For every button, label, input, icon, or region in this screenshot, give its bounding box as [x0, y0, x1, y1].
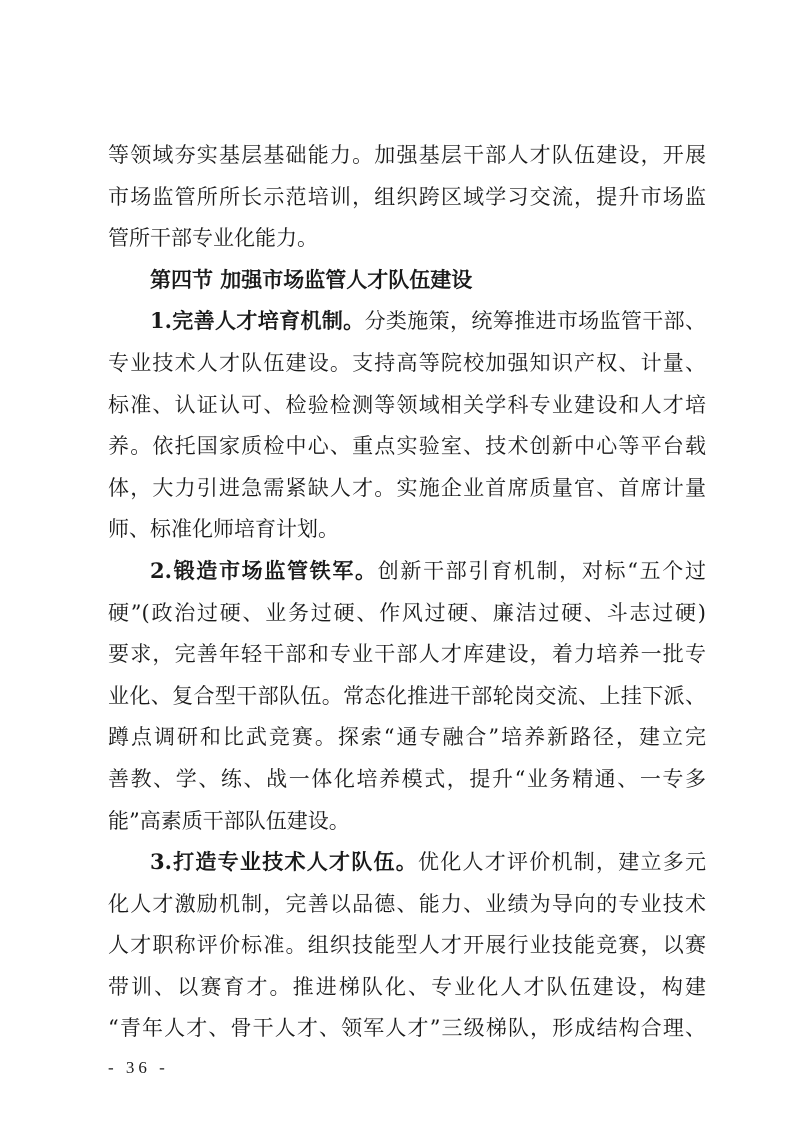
text-line: 人才职称评价标准。组织技能型人才开展行业技能竞赛，以赛	[108, 933, 706, 958]
text-line: 体，大力引进急需紧缺人才。实施企业首席质量官、首席计量	[108, 475, 706, 500]
text-line: 养。依托国家质检中心、重点实验室、技术创新中心等平台载	[108, 434, 706, 459]
paragraph-lead-line: 3.打造专业技术人才队伍。优化人才评价机制，建立多元	[150, 849, 707, 875]
text-line: 蹲点调研和比武竞赛。探索“通专融合”培养新路径，建立完	[108, 725, 706, 750]
page-number: - 36 -	[108, 1058, 169, 1077]
text-line: 能”高素质干部队伍建设。	[108, 808, 350, 833]
paragraph-lead-line: 2.锻造市场监管铁军。创新干部引育机制，对标“五个过	[150, 557, 706, 583]
text-line: 硬”(政治过硬、业务过硬、作风过硬、廉洁过硬、斗志过硬)	[108, 600, 706, 625]
text-line: 师、标准化师培育计划。	[108, 517, 339, 542]
paragraph-lead-line: 1.完善人才培育机制。分类施策，统筹推进市场监管干部、	[150, 308, 706, 334]
text-line: 带训、以赛育才。推进梯队化、专业化人才队伍建设，构建	[108, 974, 706, 999]
text-line: 专业技术人才队伍建设。支持高等院校加强知识产权、计量、	[108, 350, 706, 375]
text-line: “青年人才、骨干人才、领军人才”三级梯队，形成结构合理、	[108, 1016, 706, 1041]
text-line: 化人才激励机制，完善以品德、能力、业绩为导向的专业技术	[108, 891, 706, 916]
text-line: 市场监管所所长示范培训，组织跨区域学习交流，提升市场监	[108, 184, 706, 209]
text-line: 等领域夯实基层基础能力。加强基层干部人才队伍建设，开展	[108, 143, 706, 167]
text-line: 善教、学、练、战一体化培养模式，提升“业务精通、一专多	[108, 766, 706, 791]
text-line: 业化、复合型干部队伍。常态化推进干部轮岗交流、上挂下派、	[108, 683, 706, 708]
section-heading: 第四节 加强市场监管人才队伍建设	[150, 266, 473, 292]
text-line: 要求，完善年轻干部和专业干部人才库建设，着力培养一批专	[108, 642, 706, 667]
text-line: 标准、认证认可、检验检测等领域相关学科专业建设和人才培	[108, 392, 706, 417]
text-line: 管所干部专业化能力。	[108, 226, 318, 251]
document-body	[108, 134, 706, 1049]
